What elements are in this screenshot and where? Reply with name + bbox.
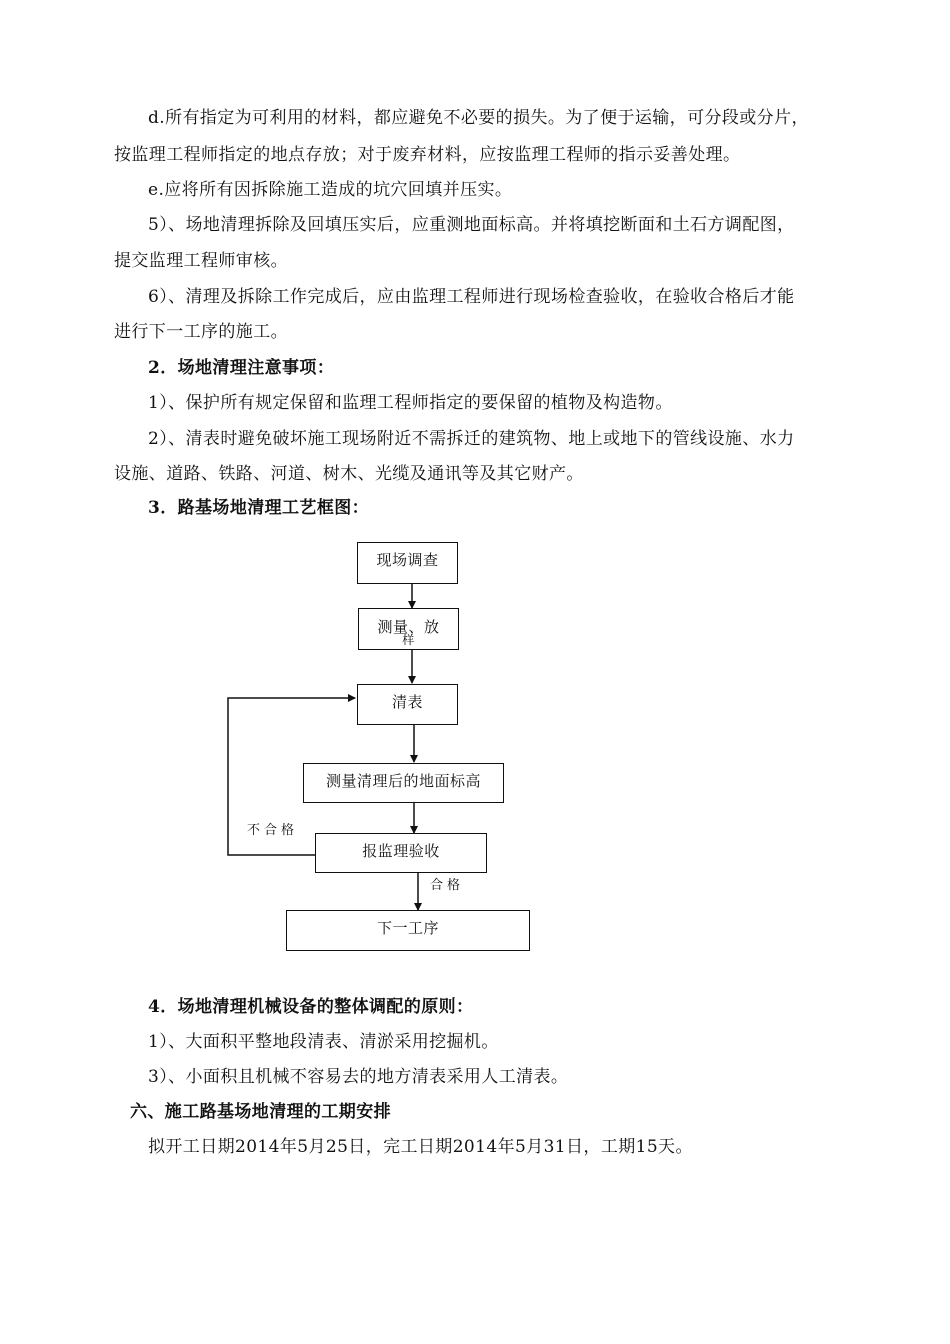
flow-step-elevation-survey-label: 测量清理后的地面标高 <box>325 772 481 790</box>
heading-2: 2．场地清理注意事项： <box>148 358 335 378</box>
item-1: 1）、保护所有规定保留和监理工程师指定的要保留的植物及构造物。 <box>148 393 673 413</box>
item-2-line2: 设施、道路、铁路、河道、树木、光缆及通讯等及其它财产。 <box>114 464 584 484</box>
heading-3: 3．路基场地清理工艺框图： <box>148 498 370 518</box>
para-6-line2: 进行下一工序的施工。 <box>114 322 288 342</box>
para-5-line2: 提交监理工程师审核。 <box>114 251 288 271</box>
flow-step-inspection <box>315 833 487 873</box>
heading-6: 六、施工路基场地清理的工期安排 <box>130 1102 391 1122</box>
flow-step-survey-layout-label-b: 样 <box>402 632 415 647</box>
flow-step-clearing <box>357 684 458 725</box>
flow-step-elevation-survey <box>303 763 504 803</box>
para-6-line1: 6）、清理及拆除工作完成后，应由监理工程师进行现场检查验收，在验收合格后才能 <box>148 287 795 307</box>
flow-step-survey-layout <box>358 608 459 650</box>
flow-step-inspection-label: 报监理验收 <box>362 842 440 860</box>
para-5-line1: 5）、场地清理拆除及回填压实后，应重测地面标高。并将填挖断面和土石方调配图， <box>148 215 795 235</box>
schedule-text: 拟开工日期2014年5月25日，完工日期2014年5月31日，工期15天。 <box>148 1137 693 1157</box>
flow-step-next-process <box>286 910 530 951</box>
flow-step-survey-layout-label-a: 测量、放 <box>377 617 440 636</box>
flow-step-clearing-label: 清表 <box>391 693 423 711</box>
item-2-line1: 2）、清表时避免破坏施工现场附近不需拆迁的建筑物、地上或地下的管线设施、水力 <box>148 429 795 449</box>
flow-step-site-survey-label: 现场调查 <box>376 551 439 569</box>
para-d-line1: d.所有指定为可利用的材料，都应避免不必要的损失。为了便于运输，可分段或分片， <box>148 108 809 128</box>
machine-item-3: 3）、小面积且机械不容易去的地方清表采用人工清表。 <box>148 1067 569 1087</box>
flow-step-next-process-label: 下一工序 <box>376 919 439 937</box>
flow-step-site-survey <box>357 542 458 584</box>
para-d-line2: 按监理工程师指定的地点存放；对于废弃材料，应按监理工程师的指示妥善处理。 <box>114 145 741 165</box>
para-e-line1: e.应将所有因拆除施工造成的坑穴回填并压实。 <box>148 180 513 200</box>
heading-4: 4．场地清理机械设备的整体调配的原则： <box>148 997 474 1017</box>
flow-pass-label: 合格 <box>430 878 465 893</box>
machine-item-1: 1）、大面积平整地段清表、清淤采用挖掘机。 <box>148 1032 499 1052</box>
flow-fail-label: 不合格 <box>247 823 299 838</box>
